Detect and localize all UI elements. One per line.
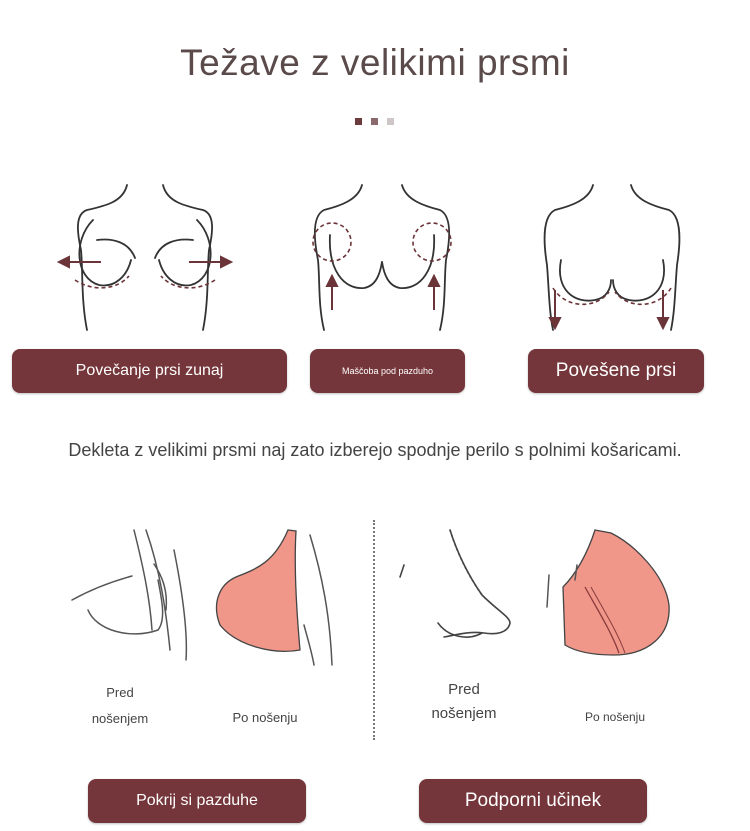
illustration-expansion: [55, 180, 245, 335]
before-label-line2: nošenjem: [91, 711, 149, 726]
illustration-profile-before: [398, 525, 518, 665]
label-cover-underarms: Pokrij si pazduhe: [88, 779, 306, 823]
illustration-side-after: [212, 525, 342, 670]
after-label: Po nošenju: [584, 710, 646, 724]
label-breast-expansion: Povečanje prsi zunaj: [12, 349, 287, 393]
illustration-underarm: [300, 180, 465, 335]
pager-dots: [355, 118, 394, 125]
label-sagging: Povešene prsi: [528, 349, 704, 393]
pager-dot: [355, 118, 362, 125]
page-title: Težave z velikimi prsmi: [180, 42, 570, 83]
caption: Dekleta z velikimi prsmi naj zato izberejo spodnje perilo s polnimi košaricami.: [68, 440, 682, 460]
illustration-side-before: [70, 520, 200, 670]
before-label-line1: Pred: [448, 681, 480, 698]
before-label: [70, 680, 170, 732]
after-label: Po nošenju: [232, 710, 298, 725]
illustration-support-after: [545, 525, 675, 665]
before-label-line1: Pred: [106, 685, 134, 700]
pager-dot: [371, 118, 378, 125]
pager-dot: [387, 118, 394, 125]
illustration-sagging: [535, 180, 695, 335]
divider: [373, 520, 375, 740]
label-support-effect: Podporni učinek: [419, 779, 647, 823]
before-label-line2: nošenjem: [431, 705, 497, 722]
label-underarm-fat: Maščoba pod pazduho: [310, 349, 465, 393]
before-label: [414, 678, 514, 726]
